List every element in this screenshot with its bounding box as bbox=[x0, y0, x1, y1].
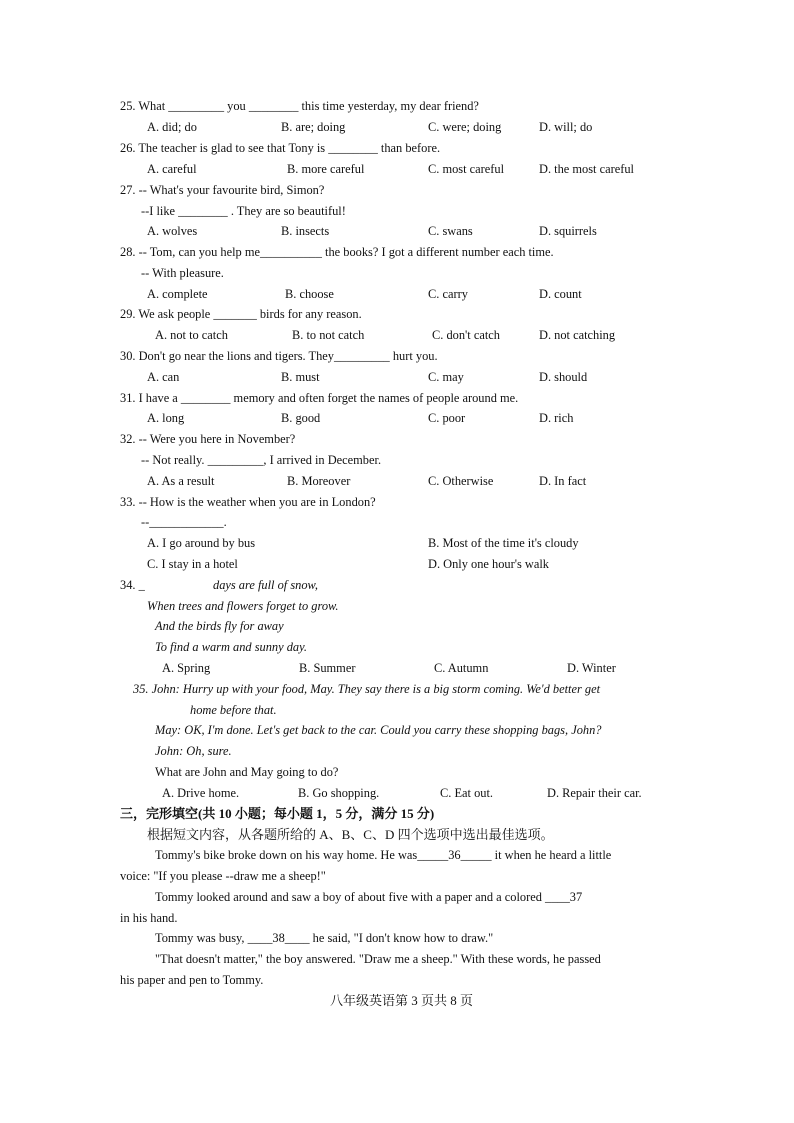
question-29-stem: 29. We ask people _______ birds for any reason. bbox=[120, 307, 362, 321]
question-32-line1: 32. -- Were you here in November? bbox=[120, 432, 296, 446]
q32-option-a: A. As a result bbox=[147, 474, 215, 488]
poem-line-2: When trees and flowers forget to grow. bbox=[147, 599, 339, 613]
q25-option-b: B. are; doing bbox=[281, 120, 346, 134]
poem-line-3: And the birds fly for away bbox=[155, 619, 284, 633]
q29-option-a: A. not to catch bbox=[155, 328, 228, 342]
q27-option-d: D. squirrels bbox=[539, 224, 597, 238]
q25-option-c: C. were; doing bbox=[428, 120, 502, 134]
q35-option-d: D. Repair their car. bbox=[547, 786, 642, 800]
poem-line-4: To find a warm and sunny day. bbox=[155, 640, 308, 654]
q29-option-c: C. don't catch bbox=[432, 328, 500, 342]
q30-option-c: C. may bbox=[428, 370, 464, 384]
q26-option-a: A. careful bbox=[147, 162, 197, 176]
q34-option-b: B. Summer bbox=[299, 661, 356, 675]
q28-option-c: C. carry bbox=[428, 287, 468, 301]
question-31-stem: 31. I have a ________ memory and often forget the names of people around me. bbox=[120, 391, 519, 405]
q33-option-b: B. Most of the time it's cloudy bbox=[428, 536, 579, 550]
question-28-line2: -- With pleasure. bbox=[141, 266, 224, 280]
q26-option-b: B. more careful bbox=[287, 162, 365, 176]
q32-option-b: B. Moreover bbox=[287, 474, 351, 488]
passage-p3: Tommy was busy, ____38____ he said, "I don't know how to draw." bbox=[155, 931, 494, 945]
poem-line-1: days are full of snow, bbox=[213, 578, 318, 592]
question-27-line2: --I like ________ . They are so beautiful! bbox=[141, 204, 346, 218]
passage-p2-line2: in his hand. bbox=[120, 911, 178, 925]
question-26-stem: 26. The teacher is glad to see that Tony is ________ than before. bbox=[120, 141, 441, 155]
dialogue-line-2: home before that. bbox=[190, 703, 277, 717]
q30-option-a: A. can bbox=[147, 370, 180, 384]
q32-option-d: D. In fact bbox=[539, 474, 587, 488]
question-33-line1: 33. -- How is the weather when you are in London? bbox=[120, 495, 376, 509]
dialogue-line-4: John: Oh, sure. bbox=[155, 744, 232, 758]
q30-option-d: D. should bbox=[539, 370, 588, 384]
question-25-stem: 25. What _________ you ________ this time yesterday, my dear friend? bbox=[120, 99, 479, 113]
q26-option-d: D. the most careful bbox=[539, 162, 634, 176]
q29-option-b: B. to not catch bbox=[292, 328, 365, 342]
q34-option-c: C. Autumn bbox=[434, 661, 489, 675]
passage-p1-line1: Tommy's bike broke down on his way home. He was_____36_____ it when he heard a little bbox=[155, 848, 612, 862]
passage-p4-line1: "That doesn't matter," the boy answered. "Draw me a sheep." With these words, he passed bbox=[155, 952, 601, 966]
q34-option-d: D. Winter bbox=[567, 661, 616, 675]
q34-option-a: A. Spring bbox=[162, 661, 211, 675]
q27-option-c: C. swans bbox=[428, 224, 473, 238]
question-32-line2: -- Not really. _________, I arrived in December. bbox=[141, 453, 382, 467]
q28-option-b: B. choose bbox=[285, 287, 334, 301]
passage-p4-line2: his paper and pen to Tommy. bbox=[120, 973, 264, 987]
q26-option-c: C. most careful bbox=[428, 162, 505, 176]
q31-option-d: D. rich bbox=[539, 411, 574, 425]
q31-option-a: A. long bbox=[147, 411, 185, 425]
q25-option-d: D. will; do bbox=[539, 120, 593, 134]
q29-option-d: D. not catching bbox=[539, 328, 616, 342]
question-30-stem: 30. Don't go near the lions and tigers. They_________ hurt you. bbox=[120, 349, 438, 363]
question-33-line2: --____________. bbox=[141, 515, 227, 529]
dialogue-line-3: May: OK, I'm done. Let's get back to the car. Could you carry these shopping bags, John? bbox=[155, 723, 602, 737]
q31-option-b: B. good bbox=[281, 411, 321, 425]
question-35-stem: What are John and May going to do? bbox=[155, 765, 339, 779]
q28-option-d: D. count bbox=[539, 287, 582, 301]
question-27-line1: 27. -- What's your favourite bird, Simon? bbox=[120, 183, 325, 197]
q27-option-b: B. insects bbox=[281, 224, 330, 238]
q33-option-d: D. Only one hour's walk bbox=[428, 557, 549, 571]
q33-option-a: A. I go around by bus bbox=[147, 536, 256, 550]
question-28-line1: 28. -- Tom, can you help me__________ the books? I got a different number each time. bbox=[120, 245, 554, 259]
page-footer: 八年级英语第 3 页共 8 页 bbox=[330, 993, 474, 1008]
q25-option-a: A. did; do bbox=[147, 120, 197, 134]
passage-p2-line1: Tommy looked around and saw a boy of about five with a paper and a colored ____37 bbox=[155, 890, 583, 904]
section-3-title: 三，完形填空(共 10 小题；每小题 1，5 分，满分 15 分) bbox=[120, 806, 435, 821]
q35-option-b: B. Go shopping. bbox=[298, 786, 380, 800]
q35-option-c: C. Eat out. bbox=[440, 786, 493, 800]
q32-option-c: C. Otherwise bbox=[428, 474, 494, 488]
question-34-number: 34. _ bbox=[120, 578, 145, 592]
q33-option-c: C. I stay in a hotel bbox=[147, 557, 238, 571]
q27-option-a: A. wolves bbox=[147, 224, 198, 238]
q28-option-a: A. complete bbox=[147, 287, 208, 301]
dialogue-line-1: 35. John: Hurry up with your food, May. They say there is a big storm coming. We'd better get bbox=[133, 682, 601, 696]
q31-option-c: C. poor bbox=[428, 411, 466, 425]
q35-option-a: A. Drive home. bbox=[162, 786, 240, 800]
passage-p1-line2: voice: "If you please --draw me a sheep!" bbox=[120, 869, 326, 883]
section-3-instruction: 根据短文内容，从各题所给的 A、B、C、D 四个选项中选出最佳选项。 bbox=[147, 827, 554, 842]
q30-option-b: B. must bbox=[281, 370, 320, 384]
